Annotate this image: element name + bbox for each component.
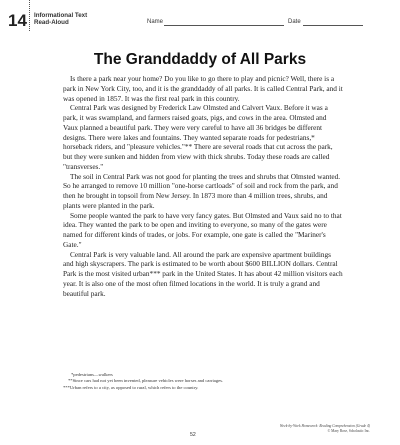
footer-credit <box>230 424 370 434</box>
footnote-1: *pedestrians—walkers <box>71 372 113 377</box>
page-number: 14 <box>8 11 27 30</box>
footer-credit-line-2: © Mary Rose, Scholastic Inc. <box>327 429 370 433</box>
article-title: The Granddaddy of All Parks <box>93 51 307 68</box>
series-label-line-2: Read-Aloud <box>34 19 69 26</box>
name-field-line[interactable] <box>164 25 284 26</box>
paragraph-2: Central Park was designed by Frederick Law Olmsted and Calvert Vaux. Before it was a park, it was swampland, and farmers raised goats, pigs, and cows in the area. Olmsted and Vaux planned a beautiful park. They were very careful to have all 36 bridges be different designs. There were lakes and fountains. They wanted separate roads for pedestrians,* horseback riders, and "pleasure vehicles."** There are several roads that cut across the park, but they were sunken and hidden from view with thick shrubs. Today these roads are called "transverses." <box>63 103 333 171</box>
footnote-3: ***Urban refers to a city, as opposed to rural, which refers to the country. <box>63 384 199 390</box>
series-label-line-1: Informational Text <box>34 12 88 19</box>
footnotes <box>63 372 343 391</box>
paragraph-5: Central Park is very valuable land. All around the park are expensive apartment buildings and high skyscrapers. The park is estimated to be worth about $600 BILLION dollars. Central Park is the most visited urban*** park in the United States. It has about 42 million visitors each year. It is also one of the most often filmed locations in the world. It is truly a grand and beautiful park. <box>63 249 343 298</box>
article-body <box>63 74 343 298</box>
paragraph-1: Is there a park near your home? Do you like to go there to play and picnic? Well, there is a park in New York City, too, and it is the granddaddy of all parks. It is called Central Park, and it was opened in 1857. It was the first real park in this country. <box>63 74 343 103</box>
series-label <box>34 12 87 26</box>
date-field-line[interactable] <box>303 25 363 26</box>
date-label: Date <box>288 19 301 25</box>
header-divider <box>29 0 31 31</box>
paragraph-3: The soil in Central Park was not good for planting the trees and shrubs that Olmsted wanted. So he arranged to remove 10 million "one-horse cartloads" of soil and rock from the park, and then he brought in topsoil from New Jersey. In 1873 more than 4 million trees, shrubs, and plants were planted in the park. <box>63 171 341 210</box>
footnote-2: **Since cars had not yet been invented, pleasure vehicles were horses and carriages. <box>68 378 224 384</box>
footer-credit-line-1: Week-by-Week Homework: Reading Comprehension (Grade 4) <box>279 424 370 428</box>
paragraph-4: Some people wanted the park to have very fancy gates. But Olmsted and Vaux said no to that idea. They wanted the park to be open and inviting to everyone, so many of the gates were named for different kinds of trades, or jobs. For example, one gate is called the "Mariner's Gate." <box>63 210 342 249</box>
name-label: Name <box>147 19 164 25</box>
footer-page-number: 52 <box>190 432 196 438</box>
